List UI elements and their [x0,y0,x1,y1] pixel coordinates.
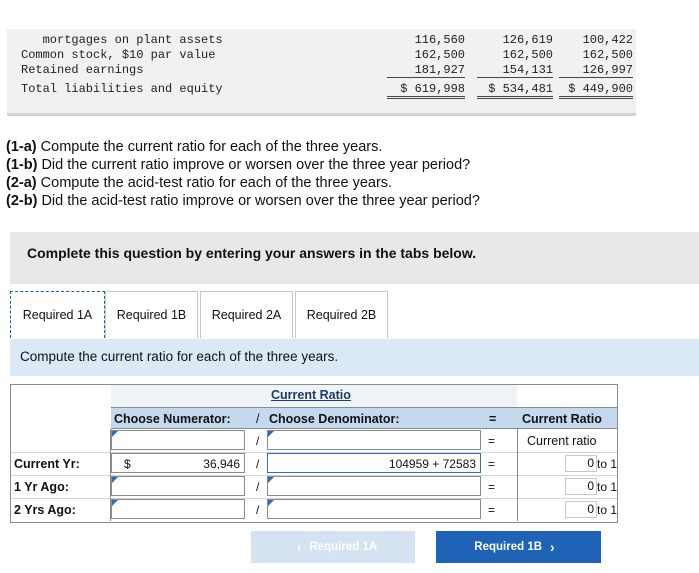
divide-symbol: / [256,503,260,517]
tab-required-1a[interactable]: Required 1A [10,291,105,338]
table-title-cell [111,385,517,407]
question-item [6,138,480,156]
row-label-current-yr: Current Yr: [14,457,80,471]
instruction-banner [10,232,699,284]
bs-value: $ 534,481 [477,82,553,99]
question-tag: (1-b) [6,157,38,173]
prev-tab-button[interactable] [251,531,415,563]
ratio-suffix: to 1 [596,480,617,494]
bs-value: 154,131 [477,63,553,78]
denominator-input-1-yr-ago[interactable] [267,476,481,496]
tab-prompt-bar [10,339,699,376]
numerator-input-1-yr-ago[interactable] [111,476,245,496]
instruction-text: Complete this question by entering your answers in the tabs below. [27,245,477,261]
divide-symbol: / [256,434,260,448]
next-tab-button[interactable] [436,531,601,563]
bs-value: 162,500 [502,48,553,62]
prev-tab-label: Required 1A [309,541,378,553]
bs-label: mortgages on plant assets [21,33,223,47]
balance-sheet-excerpt [7,29,636,116]
question-tag: (1-a) [6,139,37,155]
divide-symbol: / [256,412,260,426]
bs-value: 116,560 [414,33,465,47]
question-text: Compute the current ratio for each of the three years. [36,139,383,155]
denominator-input-2-yrs-ago[interactable] [267,499,481,519]
question-list [6,138,480,210]
question-item [6,174,480,192]
table-title: Current Ratio [271,388,351,402]
ratio-value: 0 [565,501,597,518]
numerator-label-input[interactable] [111,430,245,450]
equals-symbol: = [488,503,496,517]
row-label-2-yrs-ago: 2 Yrs Ago: [14,503,76,517]
tab-prompt-text: Compute the current ratio for each of the three years. [20,349,339,364]
bs-label: Common stock, $10 par value [21,48,216,62]
question-item [6,192,480,210]
chevron-right-icon: › [550,539,555,555]
bs-row-total [7,82,636,98]
tab-required-2a[interactable]: Required 2A [200,291,293,338]
bs-value: 162,500 [414,48,465,62]
bs-value: $ 449,900 [559,82,633,99]
bs-label: Total liabilities and equity [21,82,223,96]
equals-symbol: = [488,480,496,494]
ratio-suffix: to 1 [596,503,617,517]
tab-required-1b[interactable]: Required 1B [105,291,198,338]
table-header-row [111,407,617,429]
ratio-output-2-yrs-ago [519,499,617,522]
bs-value: 126,997 [559,63,633,78]
result-subheader: Current ratio [527,434,597,448]
bs-value: 126,619 [502,33,553,47]
question-tag: (2-b) [6,193,38,209]
ratio-output-1-yr-ago [519,476,617,499]
numerator-input-2-yrs-ago[interactable] [111,499,245,519]
bs-row-common-stock [7,48,636,64]
ratio-suffix: to 1 [596,457,617,471]
bs-row-retained-earnings [7,63,636,79]
bs-row-mortgages [7,33,636,49]
equals-symbol: = [488,434,496,448]
ratio-output-current-yr [519,453,617,476]
bs-label: Retained earnings [21,63,144,77]
numerator-header: Choose Numerator: [114,412,231,426]
question-text: Did the acid-test ratio improve or worsen over the three year period? [37,193,480,209]
next-tab-label: Required 1B [474,541,543,553]
numerator-input-current-yr[interactable] [111,453,245,473]
current-ratio-table [10,384,618,523]
currency-symbol: $ [124,457,131,471]
equals-symbol: = [489,412,497,426]
denominator-input-current-yr[interactable] [267,453,481,473]
bs-value: 181,927 [387,63,465,78]
question-text: Compute the acid-test ratio for each of the three years. [36,175,393,191]
question-tag: (2-a) [6,175,37,191]
denominator-header: Choose Denominator: [269,412,400,426]
denominator-label-input[interactable] [267,430,481,450]
chevron-left-icon: ‹ [296,539,302,555]
divide-symbol: / [256,480,260,494]
tab-required-2b[interactable]: Required 2B [295,291,388,338]
question-item [6,156,480,174]
column-divider [110,429,111,521]
row-label-1-yr-ago: 1 Yr Ago: [14,480,69,494]
equals-symbol: = [488,457,496,471]
denominator-value: 104959 + 72583 [388,457,476,471]
bs-value: 100,422 [582,33,633,47]
column-divider [517,429,518,521]
ratio-value: 0 [565,455,597,472]
result-header: Current Ratio [522,412,602,426]
question-text: Did the current ratio improve or worsen over the three year period? [37,157,471,173]
divide-symbol: / [256,457,260,471]
numerator-value: 36,946 [203,457,240,471]
bs-value: 162,500 [582,48,633,62]
ratio-value: 0 [565,478,597,495]
bs-value: $ 619,998 [387,82,465,99]
